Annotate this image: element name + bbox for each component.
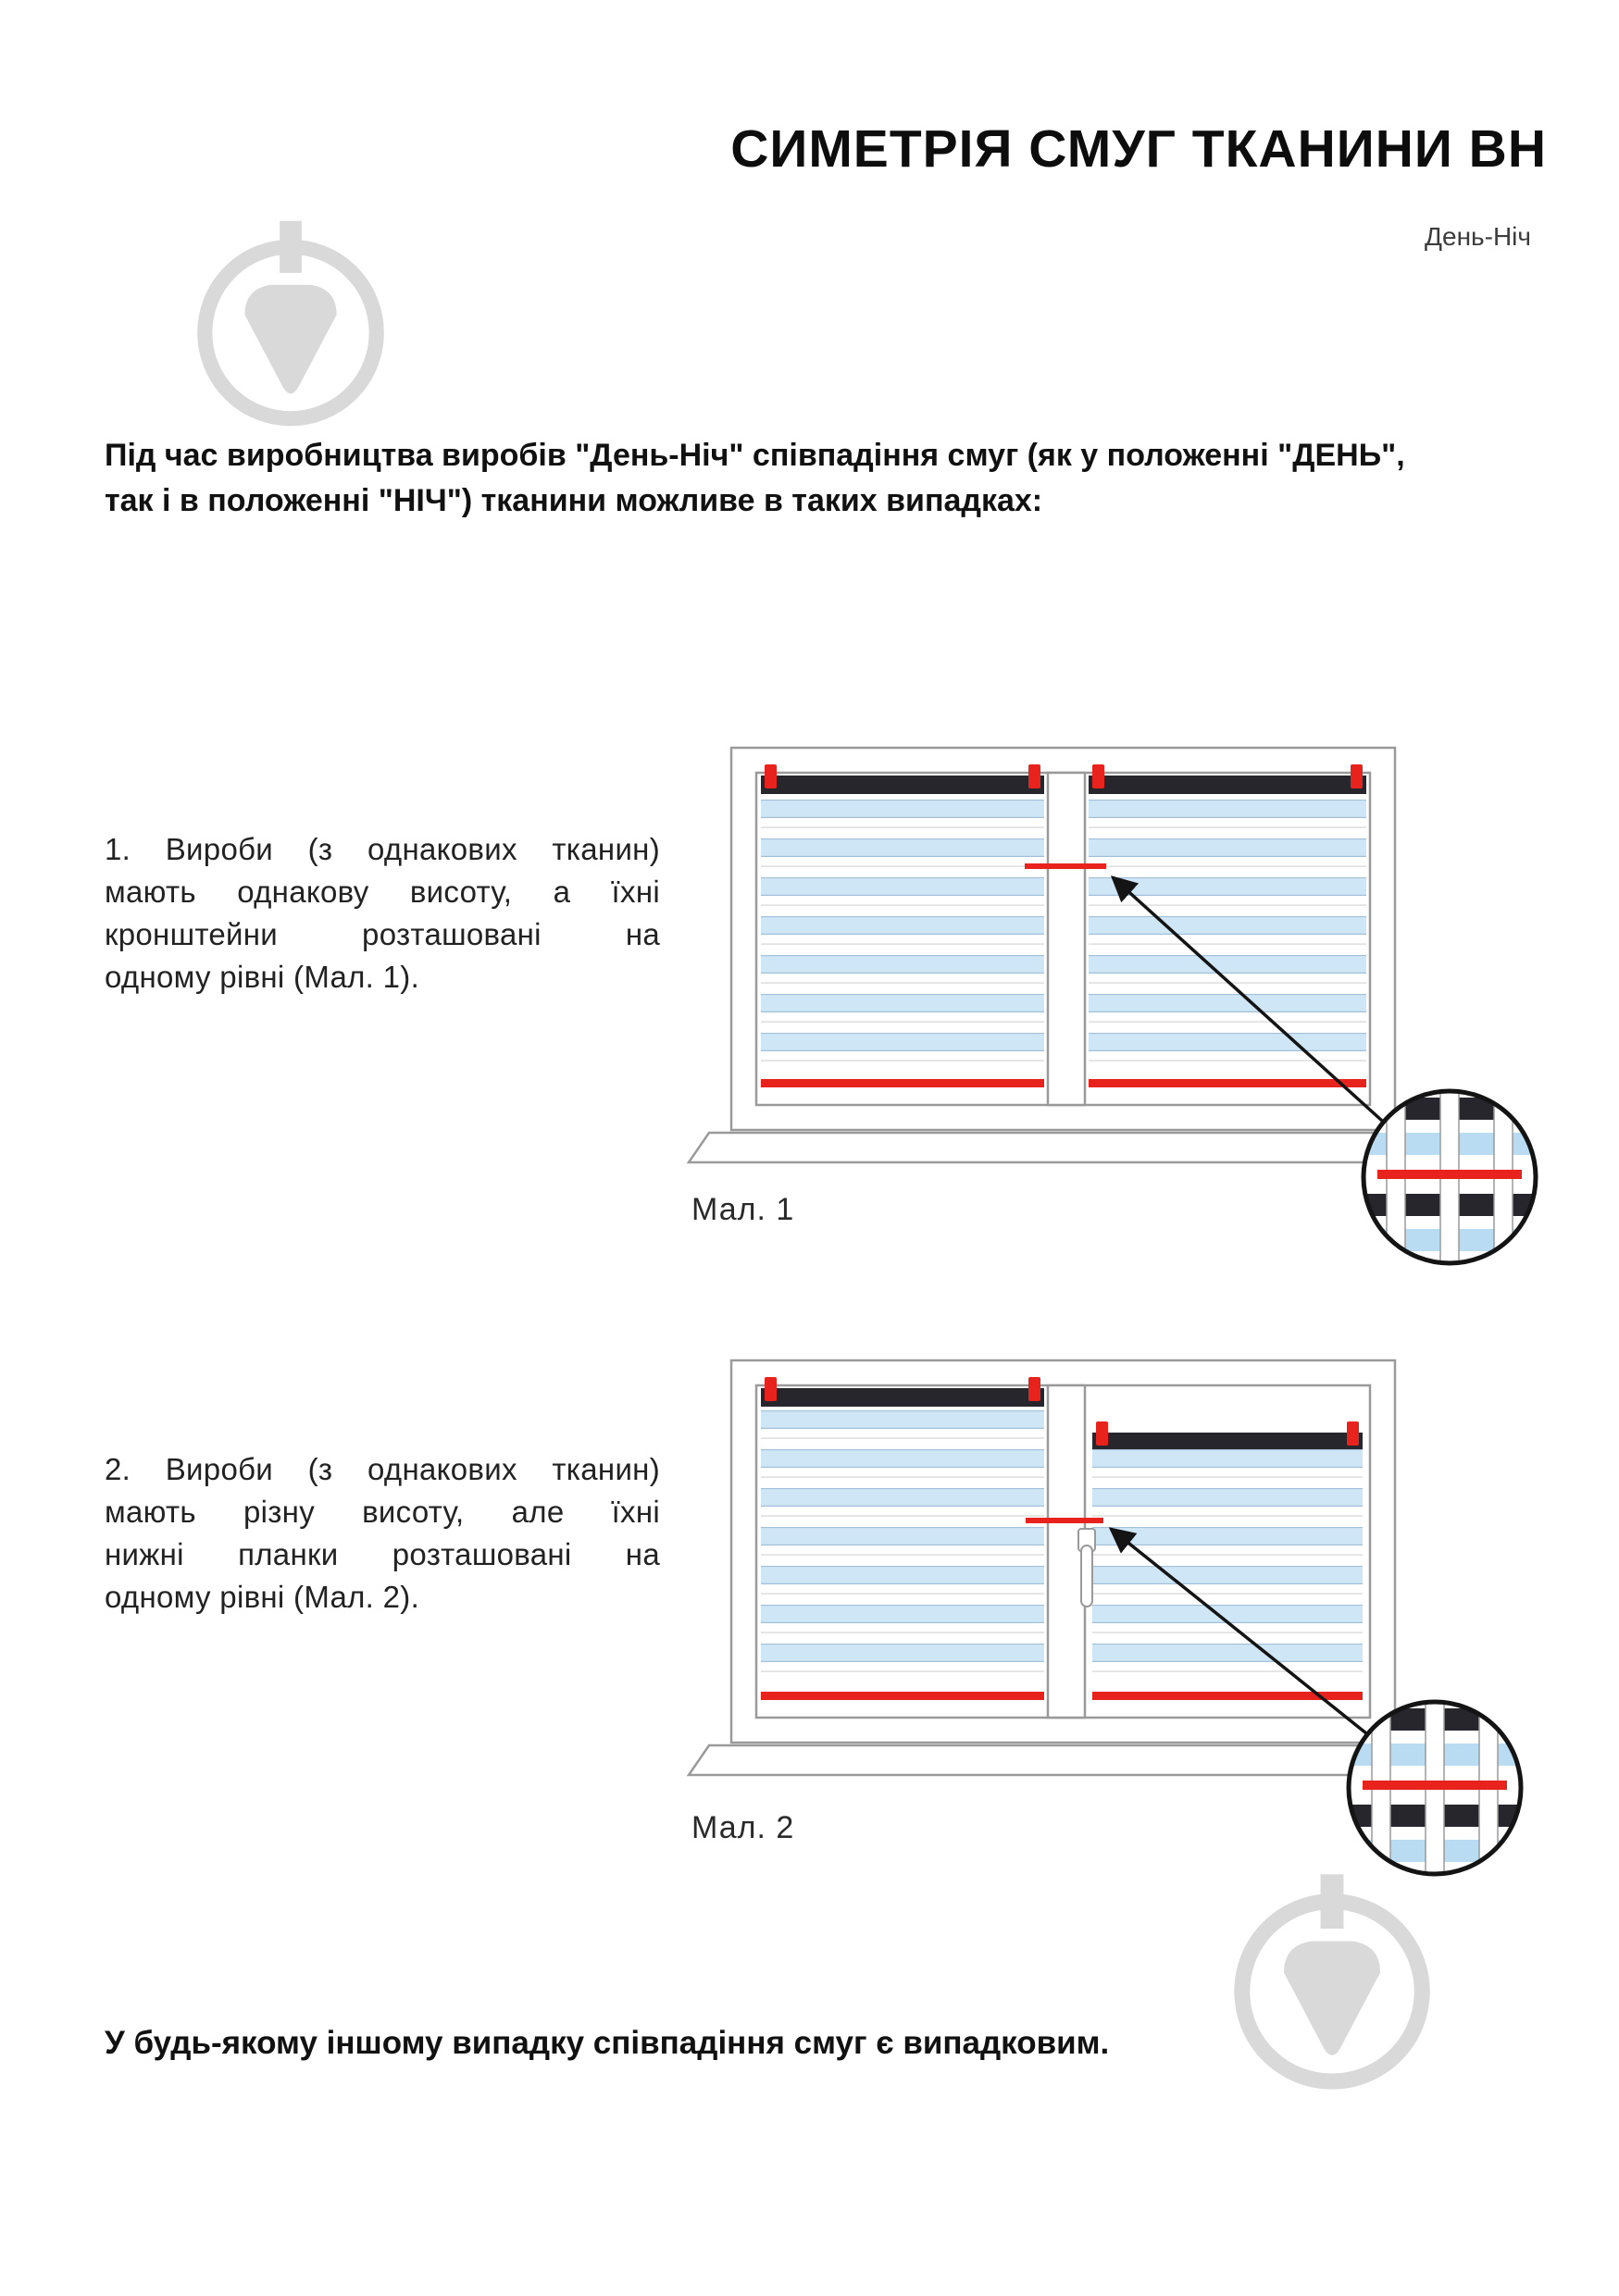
- intro-paragraph: [105, 433, 1586, 524]
- window-sill: [689, 1745, 1414, 1775]
- bracket-icon: [1096, 1421, 1108, 1446]
- case-2-line-2: мають різну висоту, але їхні: [105, 1495, 660, 1529]
- bottom-bar: [761, 1692, 1044, 1700]
- bracket-icon: [765, 764, 777, 788]
- left-blind: [761, 764, 1044, 1087]
- intro-line-2: так і в положенні "НІЧ") тканини можливе в таких випадках:: [105, 483, 1043, 518]
- page-title: СИМЕТРІЯ СМУГ ТКАНИНИ ВН: [730, 119, 1547, 179]
- footer-statement: У будь-якому іншому випадку співпадіння смуг є випадковим.: [105, 2025, 1110, 2061]
- window-sill: [689, 1133, 1414, 1162]
- watermark-tab: [1321, 1874, 1344, 1929]
- right-blind: [1092, 1421, 1363, 1700]
- bracket-icon: [1347, 1421, 1359, 1446]
- figure-2-caption: Мал. 2: [691, 1810, 795, 1845]
- bottom-bar: [1089, 1079, 1366, 1087]
- case-1-paragraph: [105, 828, 660, 999]
- left-blind: [761, 1377, 1044, 1700]
- bracket-icon: [1092, 764, 1104, 788]
- case-2-line-4: одному рівні (Мал. 2).: [105, 1580, 420, 1614]
- window-handle: [1078, 1529, 1095, 1607]
- case-2-line-3: нижні планки розташовані на: [105, 1537, 660, 1571]
- case-1-line-3: кронштейни розташовані на: [105, 917, 660, 951]
- stripe-match-marker: [1025, 863, 1106, 869]
- brand-watermark-icon: [1216, 1864, 1448, 2104]
- case-1-line-2: мають однакову висоту, а їхні: [105, 875, 660, 909]
- page-subtitle: День-Ніч: [1425, 222, 1531, 251]
- watermark-tab: [280, 221, 302, 273]
- figure-1-caption: Мал. 1: [691, 1192, 795, 1227]
- case-2-line-1: 2. Вироби (з однакових тканин): [105, 1452, 660, 1486]
- brand-watermark-icon: [181, 211, 401, 441]
- stripe-match-marker: [1026, 1518, 1103, 1523]
- bottom-bar: [761, 1079, 1044, 1087]
- case-1-line-1: 1. Вироби (з однакових тканин): [105, 832, 660, 866]
- bracket-icon: [1351, 764, 1363, 788]
- window-mullion: [1048, 773, 1085, 1105]
- bracket-icon: [1028, 1377, 1040, 1401]
- figure-2-illustration: [685, 1351, 1546, 1906]
- bracket-icon: [765, 1377, 777, 1401]
- watermark-cone: [1284, 1942, 1380, 2055]
- intro-line-1: Під час виробництва виробів "День-Ніч" співпадіння смуг (як у положенні "ДЕНЬ",: [105, 438, 1405, 473]
- case-1-line-4: одному рівні (Мал. 1).: [105, 960, 420, 994]
- case-2-paragraph: [105, 1448, 660, 1619]
- bracket-icon: [1028, 764, 1040, 788]
- right-blind: [1089, 764, 1366, 1087]
- figure-1-illustration: [685, 740, 1546, 1277]
- watermark-cone: [244, 285, 336, 394]
